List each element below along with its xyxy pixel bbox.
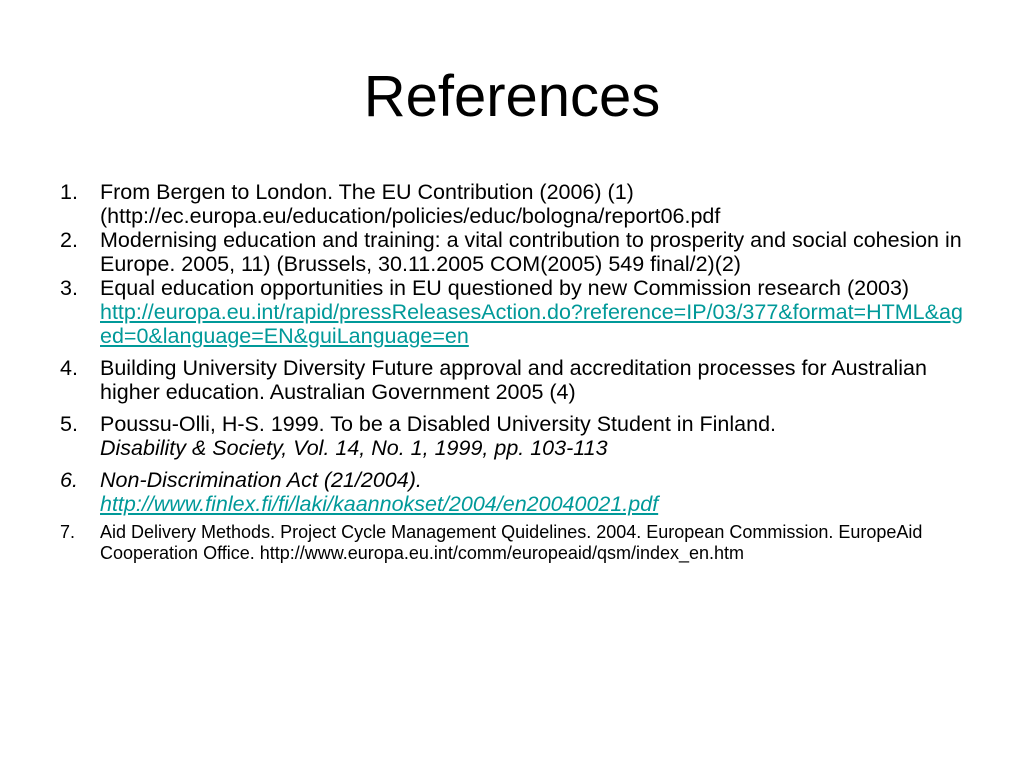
- reference-item: [60, 228, 970, 276]
- reference-number: 5.: [60, 412, 78, 436]
- reference-text: Poussu-Olli, H-S. 1999. To be a Disabled University Student in Finland.: [100, 412, 777, 436]
- reference-body: [100, 468, 970, 516]
- reference-item: [60, 412, 970, 460]
- reference-number: 6.: [60, 468, 78, 492]
- reference-link[interactable]: http://europa.eu.int/rapid/pressReleasesAction.do?reference=IP/03/377&format=HTML&aged=0&language=EN&guiLanguage=en: [100, 300, 963, 348]
- reference-number: 4.: [60, 356, 78, 380]
- reference-number: 2.: [60, 228, 78, 252]
- references-list: [60, 180, 970, 563]
- reference-item: [60, 468, 970, 516]
- reference-body: [100, 276, 970, 348]
- reference-number: 3.: [60, 276, 78, 300]
- reference-body: [100, 412, 970, 460]
- reference-text: Building University Diversity Future approval and accreditation processes for Australian higher education. Australian Government 2005 (4): [100, 356, 927, 404]
- slide-title: References: [363, 64, 661, 129]
- reference-number: 1.: [60, 180, 78, 204]
- reference-text: Modernising education and training: a vital contribution to prosperity and social cohesion in Europe. 2005, 11) (Brussels, 30.11.2005 COM(2005) 549 final/2)(2): [100, 228, 962, 276]
- reference-text: Aid Delivery Methods. Project Cycle Management Quidelines. 2004. European Commission. EuropeAid Cooperation Office. http://www.europa.eu.int/comm/europeaid/qsm/index_en.htm: [100, 522, 923, 563]
- reference-item: [60, 180, 970, 228]
- reference-item: [60, 276, 970, 348]
- reference-link[interactable]: http://www.finlex.fi/fi/laki/kaannokset/2004/en20040021.pdf: [100, 492, 659, 516]
- reference-text: From Bergen to London. The EU Contribution (2006) (1) (http://ec.europa.eu/education/policies/educ/bologna/report06.pdf: [100, 180, 721, 228]
- reference-text: Non-Discrimination Act (21/2004).: [100, 468, 422, 492]
- reference-text: Equal education opportunities in EU questioned by new Commission research (2003): [100, 276, 910, 300]
- reference-citation: Disability & Society, Vol. 14, No. 1, 1999, pp. 103-113: [100, 436, 608, 460]
- reference-item: [60, 356, 970, 404]
- reference-number: 7.: [60, 522, 76, 542]
- reference-item: [60, 522, 970, 563]
